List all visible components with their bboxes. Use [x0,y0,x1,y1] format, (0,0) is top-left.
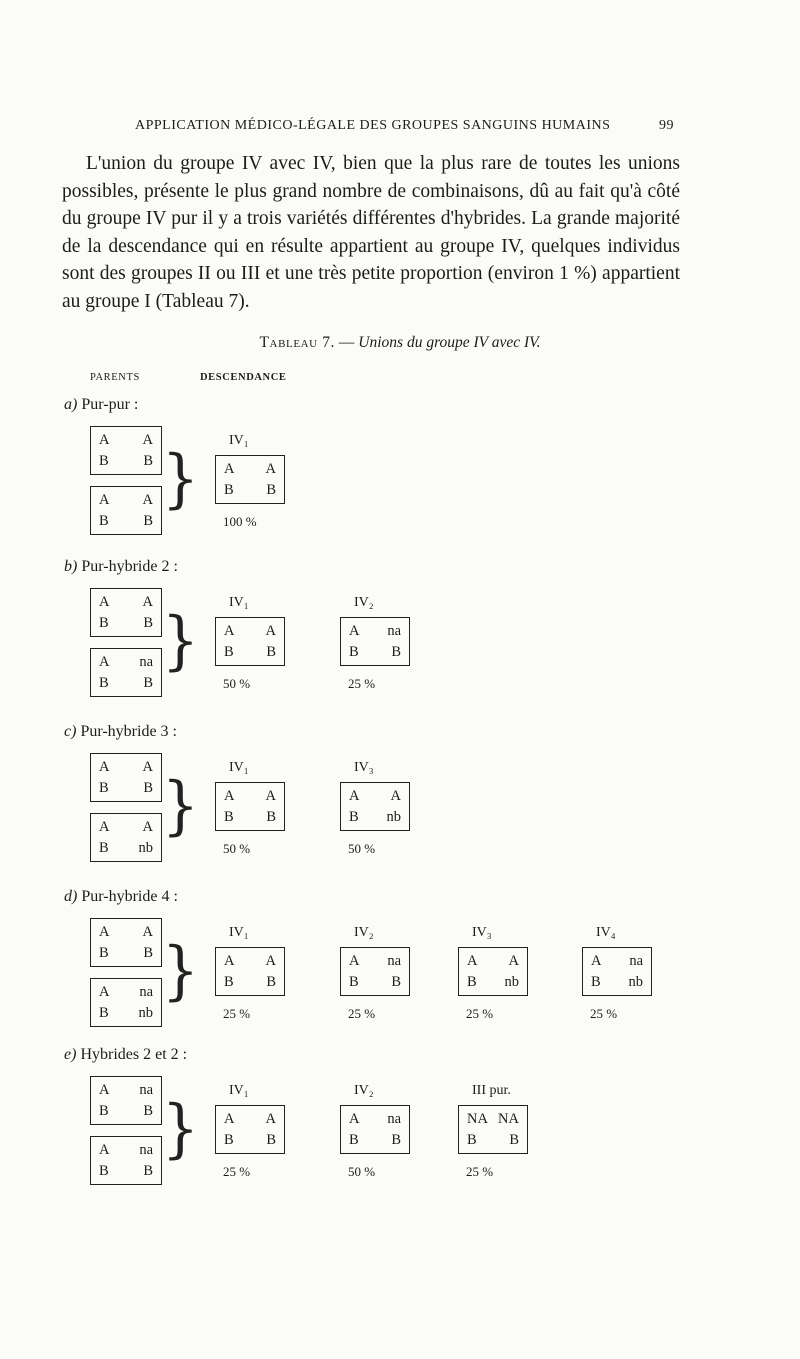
genotype-row [99,759,153,777]
allele: A [224,788,235,804]
genotype-row [99,924,153,942]
allele: na [139,654,153,670]
column-header-parents: PARENTS [90,372,140,383]
allele: B [266,644,276,660]
caption-dash: — [338,334,355,351]
offspring-percentage: 50 % [223,676,251,691]
genotype-row [99,984,153,1002]
section-letter: d) [64,888,78,905]
allele: A [349,623,360,639]
genotype-row [349,644,401,662]
section-title [64,1046,187,1064]
allele: A [349,1111,360,1127]
allele: A [99,432,110,448]
allele: B [224,974,234,990]
genotype-row [467,974,519,992]
offspring-genotype-box [215,947,285,996]
genotype-row [99,492,153,510]
allele: NA [467,1111,488,1127]
offspring-genotype-box [582,947,652,996]
allele: B [391,1132,401,1148]
section-title [64,888,178,906]
allele: B [99,780,109,796]
allele: B [99,1005,109,1021]
allele: A [224,623,235,639]
parent-genotype-box [90,978,162,1027]
genotype-row [224,623,276,641]
genotype-row [224,482,276,500]
allele: A [99,594,110,610]
allele: B [143,780,153,796]
allele: A [142,759,153,775]
section-name: Pur-hybride 2 : [81,558,178,575]
offspring-genotype-box [215,1105,285,1154]
genotype-row [99,675,153,693]
brace: } [162,440,199,516]
offspring-percentage: 25 % [223,1164,251,1179]
section-name: Pur-hybride 4 : [81,888,178,905]
parent-genotype-box [90,813,162,862]
genotype-row [99,840,153,858]
offspring-percentage: 50 % [348,841,376,856]
allele: A [265,1111,276,1127]
section-title [64,723,177,741]
genotype-row [349,974,401,992]
offspring-percentage: 100 % [223,514,257,529]
allele: na [629,953,643,969]
genotype-row [224,461,276,479]
section-letter: a) [64,396,78,413]
genotype-row [591,953,643,971]
allele: B [143,513,153,529]
allele: A [142,594,153,610]
offspring-group-label: IV₁ [229,433,249,448]
offspring-percentage: 25 % [348,1006,376,1021]
allele: B [99,615,109,631]
offspring-genotype-box [340,1105,410,1154]
allele: A [142,924,153,940]
allele: A [508,953,519,969]
allele: B [266,974,276,990]
offspring-genotype-box [458,947,528,996]
body-paragraph: L'union du groupe IV avec IV, bien que la plus rare de toutes les unions possibles, présente le plus grand nombre de combinaisons, dû au fait qu'à côté du groupe IV pur il y a trois variétés différentes d'hybrides. La grande majorité de la descendance qui en résulte appartient au groupe IV, quelques individus sont des groupes II ou III et une très petite proportion (environ 1 %) appartient au groupe I (Tableau 7). [62,153,680,312]
genotype-row [224,809,276,827]
allele: A [99,924,110,940]
section-name: Pur-pur : [81,396,139,413]
genotype-row [224,644,276,662]
offspring-group-label: III pur. [472,1083,511,1098]
offspring-genotype-box [215,617,285,666]
table-label: Tableau 7. [259,334,336,351]
column-header-descendance: DESCENDANCE [200,372,287,383]
parent-genotype-box [90,1136,162,1185]
allele: B [224,644,234,660]
genotype-row [99,594,153,612]
allele: A [224,953,235,969]
allele: B [224,1132,234,1148]
offspring-group-label: IV₂ [354,925,374,940]
genotype-row [349,1111,401,1129]
allele: A [99,984,110,1000]
allele: B [349,974,359,990]
allele: B [266,482,276,498]
genotype-row [99,945,153,963]
allele: B [266,1132,276,1148]
offspring-group-label: IV₁ [229,925,249,940]
genotype-row [224,953,276,971]
allele: A [265,788,276,804]
genotype-row [99,1082,153,1100]
section-name: Hybrides 2 et 2 : [80,1046,188,1063]
section-letter: c) [64,723,77,740]
allele: B [99,513,109,529]
allele: A [349,953,360,969]
allele: A [390,788,401,804]
allele: A [99,759,110,775]
offspring-percentage: 25 % [348,676,376,691]
allele: A [467,953,478,969]
brace: } [162,602,199,678]
allele: A [142,819,153,835]
offspring-percentage: 25 % [590,1006,618,1021]
allele: na [387,953,401,969]
allele: B [143,1103,153,1119]
allele: nb [504,974,519,990]
section-title [64,558,178,576]
offspring-genotype-box [340,617,410,666]
allele: nb [138,1005,153,1021]
genotype-row [349,623,401,641]
section-letter: e) [64,1046,77,1063]
running-title: APPLICATION MÉDICO-LÉGALE DES GROUPES SANGUINS HUMAINS [135,118,611,133]
allele: A [265,461,276,477]
genotype-row [99,780,153,798]
allele: A [265,953,276,969]
genotype-row [349,953,401,971]
genotype-row [99,615,153,633]
allele: B [266,809,276,825]
allele: nb [628,974,643,990]
offspring-genotype-box [340,947,410,996]
genotype-row [349,1132,401,1150]
parent-genotype-box [90,486,162,535]
brace: } [162,767,199,843]
genotype-row [99,1163,153,1181]
allele: B [99,1163,109,1179]
allele: B [467,974,477,990]
genotype-row [467,1111,519,1129]
genotype-row [99,1103,153,1121]
allele: B [349,1132,359,1148]
allele: B [143,615,153,631]
parent-genotype-box [90,753,162,802]
offspring-group-label: IV₁ [229,760,249,775]
parent-genotype-box [90,918,162,967]
allele: nb [386,809,401,825]
allele: B [467,1132,477,1148]
parent-genotype-box [90,426,162,475]
allele: na [139,1082,153,1098]
genotype-row [99,1005,153,1023]
allele: B [349,809,359,825]
allele: A [349,788,360,804]
allele: A [142,432,153,448]
allele: A [142,492,153,508]
offspring-percentage: 25 % [223,1006,251,1021]
genotype-row [224,1111,276,1129]
allele: na [387,1111,401,1127]
offspring-group-label: IV₄ [596,925,616,940]
genotype-row [467,1132,519,1150]
allele: A [265,623,276,639]
allele: B [391,644,401,660]
genotype-row [99,1142,153,1160]
offspring-group-label: IV₂ [354,595,374,610]
allele: B [391,974,401,990]
allele: na [387,623,401,639]
parent-genotype-box [90,588,162,637]
parent-genotype-box [90,1076,162,1125]
page-number: 99 [659,118,674,133]
allele: B [99,840,109,856]
running-header [0,118,800,142]
table-caption [0,334,800,352]
allele: B [224,482,234,498]
allele: A [99,492,110,508]
genotype-row [99,453,153,471]
section-title [64,396,138,414]
genotype-row [224,788,276,806]
allele: A [99,819,110,835]
brace: } [162,932,199,1008]
allele: B [349,644,359,660]
offspring-percentage: 25 % [466,1006,494,1021]
genotype-row [99,432,153,450]
allele: B [99,453,109,469]
allele: B [509,1132,519,1148]
offspring-genotype-box [215,782,285,831]
section-letter: b) [64,558,78,575]
allele: B [224,809,234,825]
genotype-row [591,974,643,992]
offspring-genotype-box [340,782,410,831]
allele: A [99,1142,110,1158]
offspring-group-label: IV₁ [229,1083,249,1098]
allele: B [99,945,109,961]
allele: na [139,1142,153,1158]
allele: A [224,1111,235,1127]
offspring-percentage: 50 % [223,841,251,856]
offspring-genotype-box [458,1105,528,1154]
genotype-row [349,809,401,827]
genotype-row [99,513,153,531]
offspring-percentage: 25 % [466,1164,494,1179]
genotype-row [349,788,401,806]
allele: B [143,945,153,961]
allele: NA [498,1111,519,1127]
offspring-group-label: IV₂ [354,1083,374,1098]
genotype-row [99,654,153,672]
allele: B [99,675,109,691]
offspring-percentage: 50 % [348,1164,376,1179]
offspring-group-label: IV₃ [472,925,492,940]
brace: } [162,1090,199,1166]
allele: A [224,461,235,477]
allele: nb [138,840,153,856]
allele: B [143,1163,153,1179]
table-title: Unions du groupe IV avec IV. [358,334,541,351]
allele: B [143,675,153,691]
allele: B [143,453,153,469]
offspring-group-label: IV₃ [354,760,374,775]
genotype-row [99,819,153,837]
allele: B [99,1103,109,1119]
allele: B [591,974,601,990]
genotype-row [467,953,519,971]
allele: na [139,984,153,1000]
offspring-genotype-box [215,455,285,504]
allele: A [99,654,110,670]
genotype-row [224,1132,276,1150]
allele: A [591,953,602,969]
offspring-group-label: IV₁ [229,595,249,610]
genotype-row [224,974,276,992]
section-name: Pur-hybride 3 : [80,723,177,740]
allele: A [99,1082,110,1098]
parent-genotype-box [90,648,162,697]
